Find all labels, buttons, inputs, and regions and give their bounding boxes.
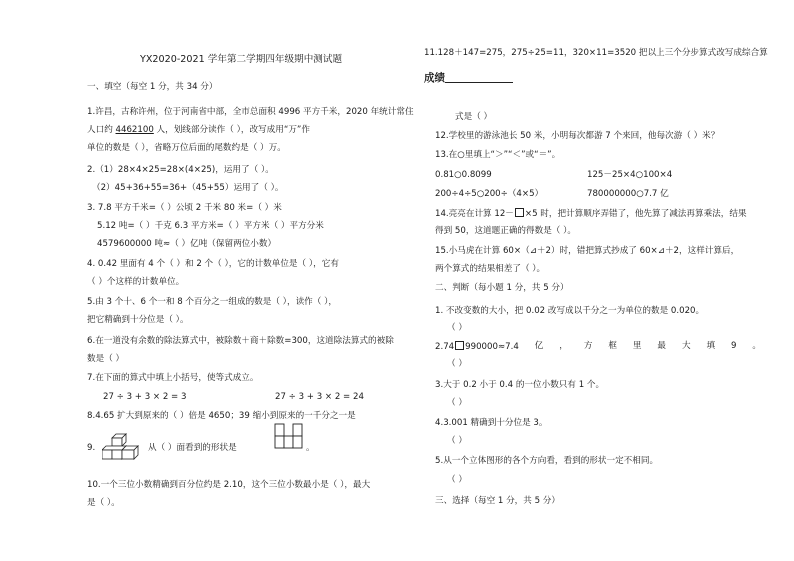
- q2-line1: 2.（1）28×4×25=28×(4×25)，运用了（ ）。: [87, 165, 274, 175]
- q14-line1: 14.亮亮在计算 12－ ×5 时，把计算顺序弄错了，他先算了减法再算乘法，结果: [435, 209, 747, 219]
- section-judge: 二、判断（每小题 1 分，共 5 分）: [435, 283, 569, 293]
- j5-mark: （ ）: [447, 475, 467, 485]
- j5-line1: 5.从一个立体图形的各个方向看，看到的形状一定不相同。: [435, 456, 659, 466]
- q3-line2: 5.12 吨=（ ）千克 6.3 平方米=（ ）平方米（ ）平方分米: [97, 221, 324, 231]
- j1-line1: 1. 不改变数的大小，把 0.02 改写成以千分之一为单位的数是 0.020。: [435, 306, 705, 316]
- q1-line1: 1.许昌，古称许州，位于河南省中部，全市总面积 4996 平方千米，2020 年统计常住: [87, 107, 414, 117]
- j2-mark: （ ）: [447, 359, 467, 369]
- q7-equation-2: 27 ÷ 3 + 3 × 2 = 24: [275, 392, 364, 402]
- q1-line2: 人口约 4462100 人，划线部分读作（ ），改写成用“万”作: [87, 125, 310, 135]
- q11-line1: 11.128＋147=275，275÷25=11，320×11=3520 把以上三个分步算式改写成综合算: [424, 48, 768, 58]
- j4-mark: （ ）: [447, 436, 467, 446]
- q15-line2: 两个算式的结果相差了（ ）。: [435, 264, 546, 274]
- j2-line1: 2.74 990000≈7.4 亿 ， 方 框 里 最 大 填 9 。: [435, 341, 761, 352]
- view-shape-figure: [274, 423, 304, 449]
- q6-line1: 6.在一道没有余数的除法算式中，被除数＋商＋除数=300，这道除法算式的被除: [87, 336, 394, 346]
- q13-item-b1: 200÷4÷5○200÷（4×5）: [435, 189, 544, 199]
- q14-line2: 得到 50，这道题正确的得数是（ ）。: [435, 226, 577, 236]
- section-fill-blank: 一、填空（每空 1 分，共 34 分）: [87, 82, 218, 92]
- q9-end: 。: [306, 443, 315, 453]
- q4-line1: 4. 0.42 里面有 4 个（ ）和 2 个（ ），它的计数单位是（ ），它有: [87, 259, 339, 269]
- q13-item-a2: 125－25×4○100×4: [587, 170, 673, 180]
- q15-line1: 15.小马虎在计算 60×（⊿＋2）时，错把算式抄成了 60×⊿＋2，这样计算后，: [435, 246, 740, 256]
- exam-title: YX2020-2021 学年第二学期四年级期中测试题: [140, 54, 343, 65]
- q5-line2: 把它精确到十分位是（ ）。: [87, 315, 189, 325]
- section-choice: 三、选择（每空 1 分，共 5 分）: [435, 496, 560, 506]
- q13-item-a1: 0.81○0.8099: [435, 170, 492, 180]
- j3-line1: 3.大于 0.2 小于 0.4 的一位小数只有 1 个。: [435, 380, 605, 390]
- underlined-number: 4462100: [115, 125, 154, 135]
- q3-line3: 4579600000 吨≈（ ）亿吨（保留两位小数）: [97, 239, 277, 249]
- q2-line2: （2）45+36+55=36+（45+55）运用了（ ）。: [92, 183, 284, 193]
- j1-mark: （ ）: [447, 323, 467, 333]
- q10-line1: 10.一个三位小数精确到百分位约是 2.10，这个三位小数最小是（ ），最大: [87, 480, 371, 490]
- q3-line1: 3. 7.8 平方千米=（ ）公顷 2 千米 80 米=（ ）米: [87, 203, 282, 213]
- j3-mark: （ ）: [447, 398, 467, 408]
- q12-line: 12.学校里的游泳池长 50 米，小明每次都游 7 个来回，他每次游（ ）米？: [435, 131, 720, 141]
- q7-line1: 7.在下面的算式中填上小括号，使等式成立。: [87, 373, 259, 383]
- q9-text: 从（ ）面看到的形状是: [148, 443, 237, 453]
- q10-line2: 是（ ）。: [87, 498, 120, 508]
- cube-stack-figure: [102, 432, 144, 462]
- blank-box: [515, 208, 524, 217]
- q4-line2: （ ）个这样的计数单位。: [87, 277, 185, 287]
- q6-line2: 数是（ ）: [87, 354, 125, 364]
- q9-number: 9.: [87, 443, 96, 453]
- q5-line1: 5.由 3 个十、6 个一和 8 个百分之一组成的数是（ ），读作（ ），: [87, 297, 337, 307]
- q13-line1: 13.在○里填上“＞”“＜”或“＝”。: [435, 150, 561, 160]
- q8-line: 8.4.65 扩大到原来的（ ）倍是 4650；39 缩小到原来的一千分之一是: [87, 411, 356, 421]
- score-label: 成绩: [424, 72, 513, 84]
- q13-item-b2: 780000000○7.7 亿: [587, 189, 669, 199]
- q7-equation-1: 27 ÷ 3 + 3 × 2 = 3: [103, 392, 187, 402]
- q1-line3: 单位的数是（ ），省略万位后面的尾数约是（ ）万。: [87, 143, 286, 153]
- j4-line1: 4.3.001 精确到十分位是 3。: [435, 418, 548, 428]
- q11-line2: 式是（ ）: [455, 112, 493, 122]
- blank-box: [455, 341, 464, 350]
